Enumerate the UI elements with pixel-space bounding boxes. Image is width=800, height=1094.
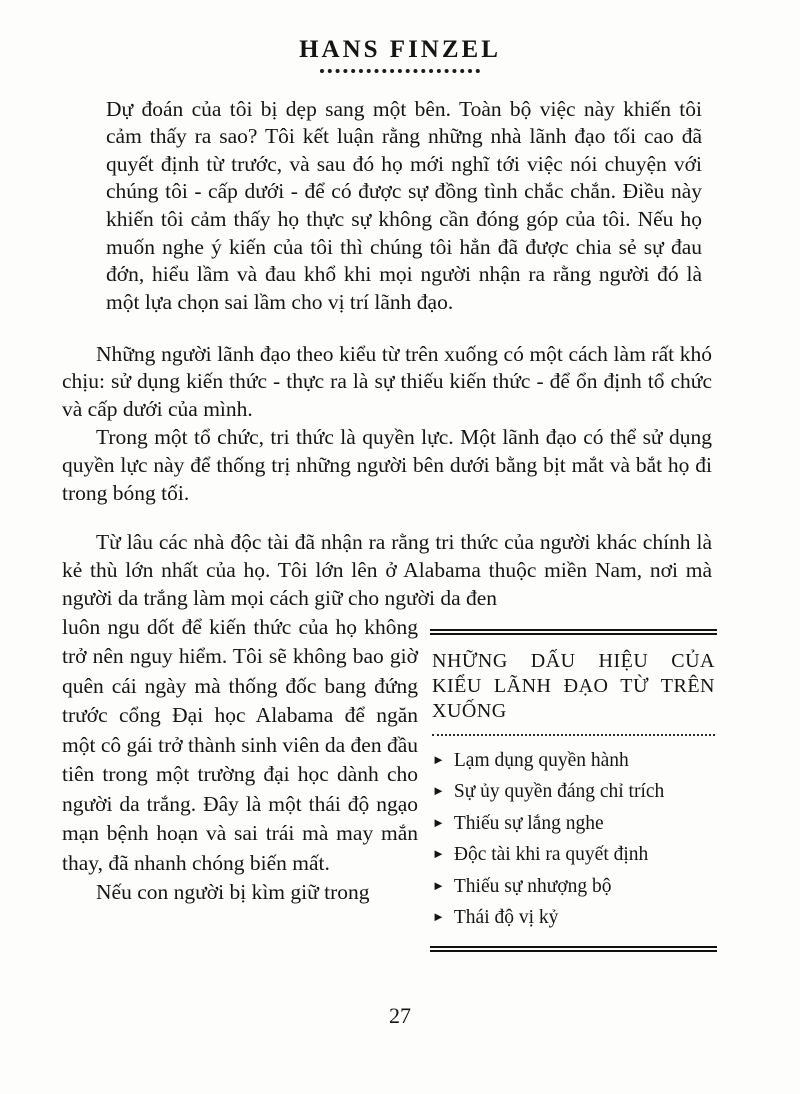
running-head	[0, 0, 800, 73]
callout-list	[432, 748, 715, 932]
paragraph-dictators-intro: Từ lâu các nhà độc tài đã nhận ra rằng tri thức của người khác chính là kẻ thù lớn nhất của họ. Tôi lớn lên ở Alabama thuộc miền Nam, nơi mà người da trắng làm mọi cách giữ cho người da đen	[62, 530, 712, 610]
paragraph-knowledge-power: Trong một tổ chức, tri thức là quyền lực. Một lãnh đạo có thể sử dụng quyền lực này để thống trị những người bên dưới bằng bịt mắt và bắt họ đi trong bóng tối.	[62, 425, 712, 506]
list-item	[432, 748, 715, 775]
quote-paragraph: Dự đoán của tôi bị dẹp sang một bên. Toàn bộ việc này khiến tôi cảm thấy ra sao? Tôi kết luận rằng những nhà lãnh đạo tối cao đã quyết định từ trước, và sau đó họ mới nghĩ tới việc nói chuyện với chúng tôi - cấp dưới - để có được sự đồng tình chắc chắn. Điều này khiến tôi cảm thấy họ thực sự không cần đóng góp của tôi. Nếu họ muốn nghe ý kiến của tôi thì chúng tôi hẳn đã được chia sẻ sự đau đớn, hiểu lầm và đau khổ khi mọi người nhận ra rằng người đó là một lựa chọn sai lầm cho vị trí lãnh đạo.	[106, 96, 702, 314]
list-item-label: Thiếu sự nhượng bộ	[453, 875, 612, 897]
dotted-rule	[320, 69, 480, 73]
page-title: HANS FINZEL	[299, 36, 501, 63]
list-item-label: Lạm dụng quyền hành	[453, 749, 629, 771]
list-item	[432, 874, 715, 901]
list-item	[432, 779, 715, 806]
list-item	[432, 842, 715, 869]
lower-section	[62, 613, 717, 952]
callout-box	[430, 629, 717, 952]
triangle-bullet-icon: ►	[432, 846, 445, 862]
narrow-text-column	[62, 613, 418, 908]
callout-title: NHỮNG DẤU HIỆU CỦA KIỂU LÃNH ĐẠO TỪ TRÊN XUỐNG	[432, 649, 715, 723]
triangle-bullet-icon: ►	[432, 783, 445, 799]
triangle-bullet-icon: ►	[432, 814, 445, 830]
list-item	[432, 905, 715, 932]
dotted-divider	[432, 734, 715, 736]
sidebar-wrap	[430, 613, 717, 952]
list-item-label: Sự ủy quyền đáng chỉ trích	[453, 781, 665, 803]
body-text	[62, 341, 712, 613]
triangle-bullet-icon: ►	[432, 909, 445, 925]
list-item-label: Thiếu sự lắng nghe	[453, 812, 604, 834]
list-item-label: Thái độ vị kỷ	[453, 907, 559, 929]
list-item	[432, 811, 715, 838]
list-item-label: Độc tài khi ra quyết định	[453, 844, 649, 866]
paragraph-top-down-leaders: Những người lãnh đạo theo kiểu từ trên xuống có một cách làm rất khó chịu: sử dụng kiến thức - thực ra là sự thiếu kiến thức - để ổn định tổ chức và cấp dưới của mình.	[62, 341, 712, 422]
page-number: 27	[389, 1003, 411, 1028]
paragraph-dictators-continuation: luôn ngu dốt để kiến thức của họ không trở nên nguy hiểm. Tôi sẽ không bao giờ quên cái ngày mà thống đốc bang đứng trước cổng Đại học Alabama để ngăn một cô gái trở thành sinh viên da đen đầu tiên trong một trường đại học dành cho người da trắng. Đây là một thái độ ngạo mạn bệnh hoạn và sai trái mà may mắn thay, đã nhanh chóng biến mất.	[62, 614, 418, 875]
triangle-bullet-icon: ►	[432, 877, 445, 893]
paragraph-next: Nếu con người bị kìm giữ trong	[96, 880, 370, 905]
triangle-bullet-icon: ►	[432, 751, 445, 767]
